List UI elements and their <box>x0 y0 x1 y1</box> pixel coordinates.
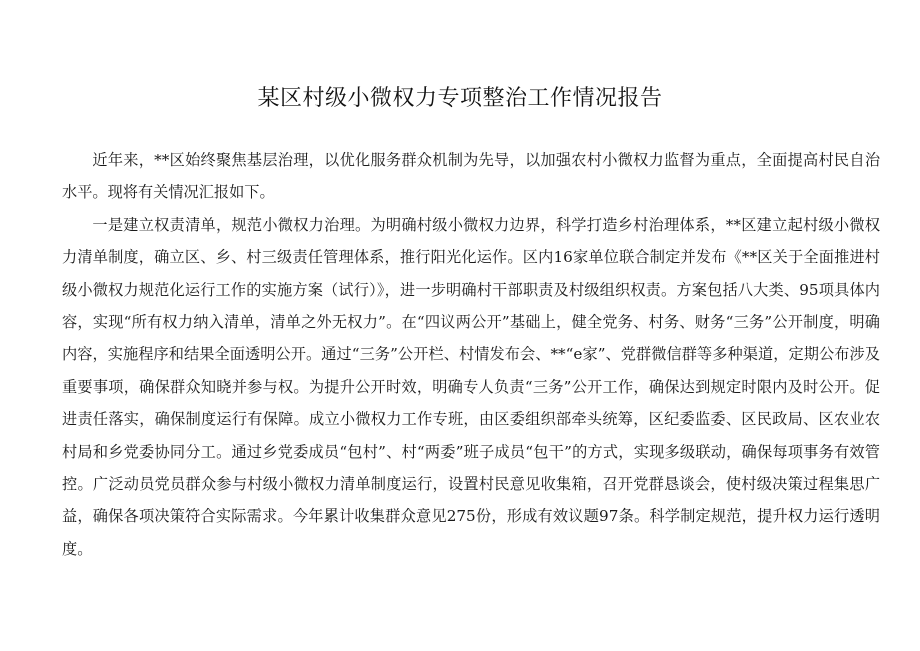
paragraph-intro: 近年来，**区始终聚焦基层治理，以优化服务群众机制为先导，以加强农村小微权力监督为重点，全面提高村民自治水平。现将有关情况汇报如下。 <box>62 151 880 202</box>
document-body <box>62 144 880 565</box>
document-title: 某区村级小微权力专项整治工作情况报告 <box>257 86 663 111</box>
paragraph-section-one: 一是建立权责清单，规范小微权力治理。为明确村级小微权力边界，科学打造乡村治理体系，**区建立起村级小微权力清单制度，确立区、乡、村三级责任管理体系，推行阳光化运作。区内16家单位联合制定并发布《**区关于全面推进村级小微权力规范化运行工作的实施方案（试行）》，进一步明确村干部职责及村级组织权责。方案包括八大类、95项具体内容，实现“所有权力纳入清单，清单之外无权力”。在“四议两公开”基础上，健全党务、村务、财务“三务”公开制度，明确内容，实施程序和结果全面透明公开。通过“三务”公开栏、村情发布会、**“e家”、党群微信群等多种渠道，定期公布涉及重要事项，确保群众知晓并参与权。为提升公开时效，明确专人负责“三务”公开工作，确保达到规定时限内及时公开。促进责任落实，确保制度运行有保障。成立小微权力工作专班，由区委组织部牵头统筹，区纪委监委、区民政局、区农业农村局和乡党委协同分工。通过乡党委成员“包村”、村“两委”班子成员“包干”的方式，实现多级联动，确保每项事务有效管控。广泛动员党员群众参与村级小微权力清单制度运行，设置村民意见收集箱，召开党群恳谈会，使村级决策过程集思广益，确保各项决策符合实际需求。今年累计收集群众意见275份，形成有效议题97条。科学制定规范，提升权力运行透明度。 <box>62 215 880 558</box>
